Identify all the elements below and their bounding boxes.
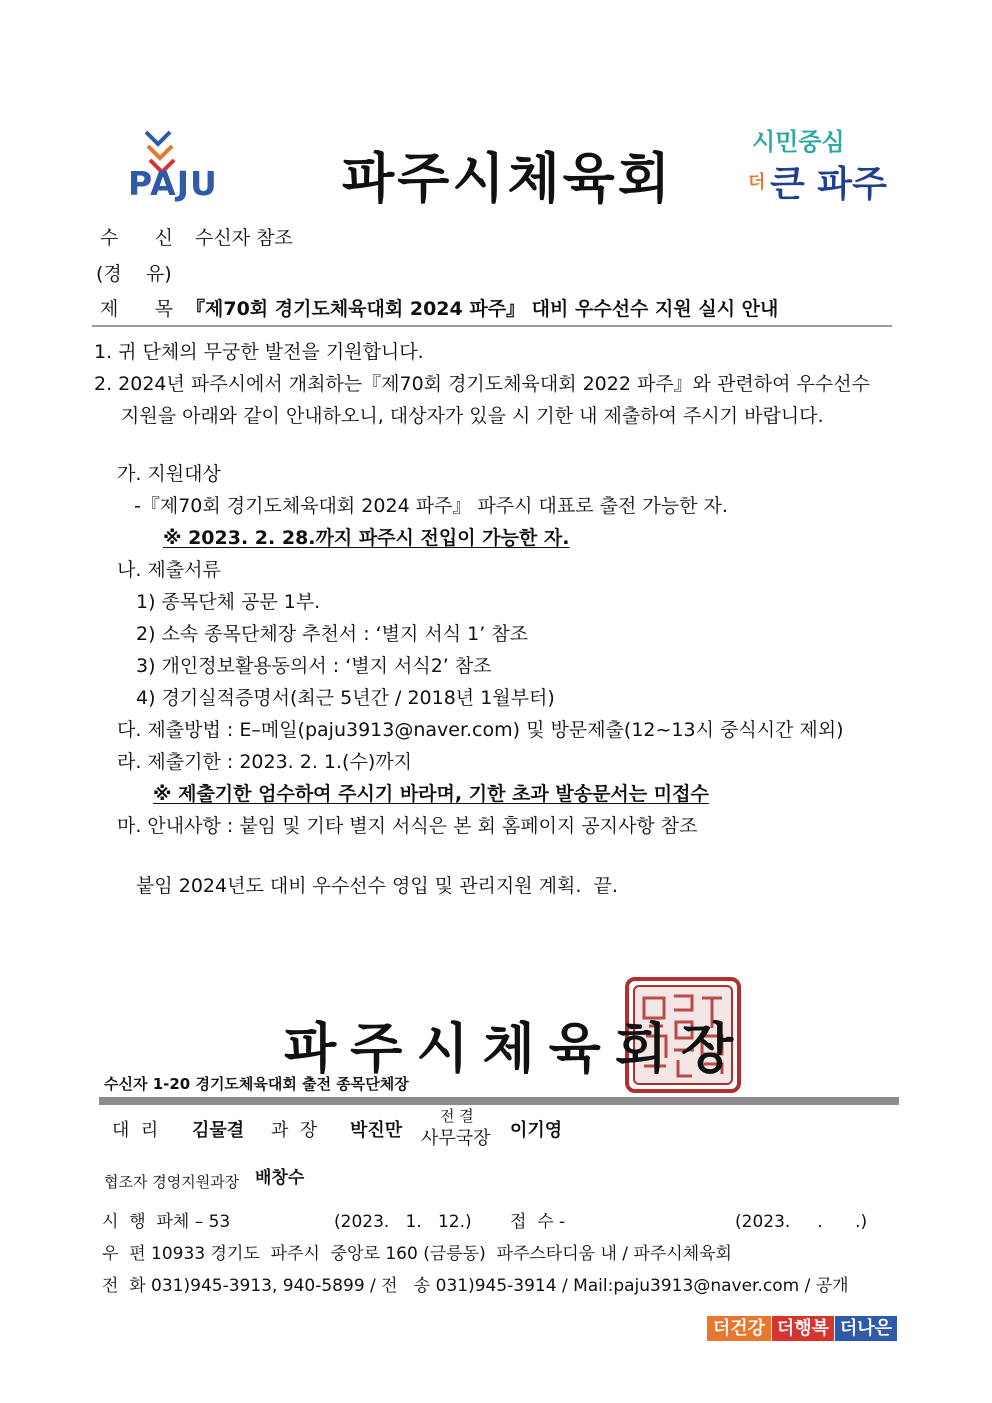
- cooperator-name: 배창수: [255, 1168, 305, 1188]
- paju-logo-text: PAJU: [128, 164, 218, 203]
- receipt-date: (2023. . .): [735, 1212, 868, 1232]
- doc-date: (2023. 1. 12.): [334, 1212, 472, 1232]
- approval-label-3-top: 전 결: [440, 1107, 474, 1125]
- paju-logo-left: [128, 128, 228, 203]
- footer-divider: [99, 1097, 899, 1105]
- section-da: 다. 제출방법 : E–메일(paju3913@naver.com) 및 방문제출(12~13시 중식시간 제외): [117, 719, 844, 741]
- section-ra-note: ※ 제출기한 엄수하여 주시기 바라며, 기한 초과 발송문서는 미접수: [153, 783, 709, 805]
- approval-label-1: 대 리: [112, 1120, 159, 1141]
- recipient-value: 수신자 참조: [195, 227, 293, 249]
- section-na-item-1: 1) 종목단체 공문 1부.: [136, 591, 321, 613]
- slogan-line1: 시민중심: [752, 128, 845, 156]
- section-ra: 라. 제출기한 : 2023. 2. 1.(수)까지: [117, 751, 412, 773]
- attachment-line: 붙임 2024년도 대비 우수선수 영입 및 관리지원 계획. 끝.: [136, 875, 618, 897]
- approval-label-2: 과 장: [271, 1120, 318, 1141]
- subject-divider: [92, 325, 892, 327]
- slogan-tag-better: 더나은: [835, 1316, 897, 1341]
- section-ga-note: ※ 2023. 2. 28.까지 파주시 전입이 가능한 자.: [163, 527, 570, 549]
- section-ma: 마. 안내사항 : 붙임 및 기타 별지 서식은 본 회 홈페이지 공지사항 참조: [117, 815, 698, 837]
- postal-address: 우 편 10933 경기도 파주시 중앙로 160 (금릉동) 파주스타디움 내 / 파주시체육회: [102, 1244, 732, 1264]
- recipient-label: 수 신: [100, 227, 173, 249]
- section-ga-title: 가. 지원대상: [117, 463, 221, 485]
- slogan-small: 더: [748, 172, 766, 193]
- section-na-item-3: 3) 개인정보활용동의서 : ‘별지 서식2’ 참조: [136, 655, 492, 677]
- slogan-tag-happiness: 더행복: [772, 1316, 834, 1341]
- receipt-label: 접 수 -: [510, 1212, 566, 1232]
- signature-title: 파주시체육회장: [284, 1017, 748, 1080]
- doc-number: 시 행 파체 – 53: [102, 1212, 231, 1232]
- approval-name-1: 김물결: [192, 1120, 245, 1141]
- slogan-line2: 큰 파주: [770, 164, 887, 205]
- section-ga-item: -『제70회 경기도체육대회 2024 파주』 파주시 대표로 출전 가능한 자.: [134, 495, 728, 517]
- paragraph-2-line1: 2. 2024년 파주시에서 개최하는『제70회 경기도체육대회 2022 파주』와 관련하여 우수선수: [94, 373, 870, 395]
- section-na-title: 나. 제출서류: [117, 559, 221, 581]
- subject-value: 『제70회 경기도체육대회 2024 파주』 대비 우수선수 지원 실시 안내: [186, 298, 779, 320]
- cooperator-label: 협조자 경영지원과장: [104, 1173, 240, 1191]
- slogan-logo-right: [748, 122, 888, 205]
- organization-title: 파주시체육회: [342, 147, 673, 210]
- recipients-list: 수신자 1-20 경기도체육대회 출전 종목단체장: [104, 1075, 409, 1093]
- approval-name-2: 박진만: [350, 1120, 403, 1141]
- via-label: (경 유): [96, 263, 172, 285]
- section-na-item-2: 2) 소속 종목단체장 추천서 : ‘별지 서식 1’ 참조: [136, 623, 529, 645]
- subject-label: 제 목: [100, 298, 173, 320]
- approval-name-3: 이기영: [510, 1120, 563, 1141]
- approval-label-3: 사무국장: [421, 1128, 491, 1149]
- contact-info: 전 화 031)945-3913, 940-5899 / 전 송 031)945-3914 / Mail:paju3913@naver.com / 공개: [102, 1276, 849, 1296]
- paragraph-2-line2: 지원을 아래와 같이 안내하오니, 대상자가 있을 시 기한 내 제출하여 주시기 바랍니다.: [121, 405, 824, 427]
- section-na-item-4: 4) 경기실적증명서(최근 5년간 / 2018년 1월부터): [136, 687, 555, 709]
- paragraph-1: 1. 귀 단체의 무궁한 발전을 기원합니다.: [94, 341, 424, 363]
- slogan-tag-health: 더건강: [707, 1316, 771, 1341]
